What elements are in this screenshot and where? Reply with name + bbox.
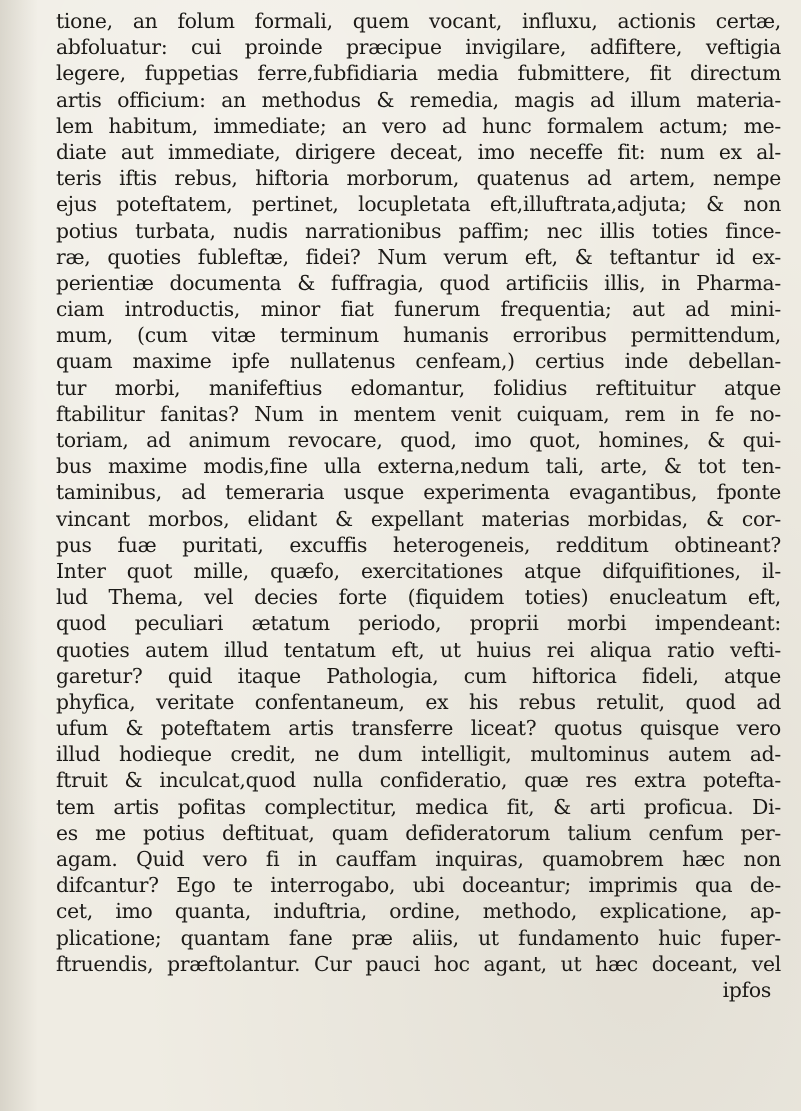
text-line: tione, an folum formali, quem vocant, influxu, actionis certæ, bbox=[56, 9, 781, 33]
text-line: ciam introductis, minor fiat funerum frequentia; aut ad mini- bbox=[56, 297, 781, 322]
body-text bbox=[56, 8, 781, 1003]
text-line: abfoluatur: cui proinde præcipue invigilare, adfiftere, veftigia bbox=[56, 35, 781, 60]
text-line: legere, fuppetias ferre,fubfidiaria media fubmittere, fit directum bbox=[56, 61, 781, 86]
catchword: ipfos bbox=[722, 977, 771, 1002]
text-line: cet, imo quanta, induftria, ordine, methodo, explicatione, ap- bbox=[56, 899, 781, 924]
text-line: mum, (cum vitæ terminum humanis erroribus permittendum, bbox=[56, 323, 781, 348]
text-line: garetur? quid itaque Pathologia, cum hiftorica fideli, atque bbox=[56, 663, 781, 688]
text-line: toriam, ad animum revocare, quod, imo quot, homines, & qui- bbox=[56, 428, 781, 452]
text-line: ræ, quoties fubleftæ, fidei? Num verum eft, & teftantur id ex- bbox=[56, 244, 781, 269]
text-line: diate aut immediate, dirigere deceat, imo neceffe fit: num ex al- bbox=[56, 139, 781, 164]
text-line: quod peculiari ætatum periodo, proprii morbi impendeant: bbox=[56, 611, 781, 636]
text-line: perientiæ documenta & fuffragia, quod artificiis illis, in Pharma- bbox=[56, 270, 781, 295]
text-line: agam. Quid vero fi in cauffam inquiras, quamobrem hæc non bbox=[56, 847, 781, 871]
text-line: potius turbata, nudis narrationibus paffim; nec illis toties fince- bbox=[56, 218, 781, 243]
text-line: ftabilitur fanitas? Num in mentem venit cuiquam, rem in fe no- bbox=[56, 401, 781, 426]
text-line: tur morbi, manifeftius edomantur, folidius reftituitur atque bbox=[56, 375, 781, 400]
text-line: illud hodieque credit, ne dum intelligit, multominus autem ad- bbox=[56, 742, 781, 767]
text-line: taminibus, ad temeraria usque experimenta evagantibus, fponte bbox=[56, 480, 781, 505]
text-line: phyfica, veritate confentaneum, ex his rebus retulit, quod ad bbox=[56, 689, 781, 714]
text-line: difcantur? Ego te interrogabo, ubi doceantur; imprimis qua de- bbox=[56, 873, 781, 898]
page-gutter-shadow bbox=[0, 0, 38, 1111]
text-line: artis officium: an methodus & remedia, magis ad illum materia- bbox=[56, 87, 781, 112]
text-line: ejus poteftatem, pertinet, locupletata eft,illuftrata,adjuta; & non bbox=[56, 192, 781, 217]
text-line: teris iftis rebus, hiftoria morborum, quatenus ad artem, nempe bbox=[56, 166, 781, 191]
text-line: ftruit & inculcat,quod nulla confideratio, quæ res extra potefta- bbox=[56, 768, 781, 793]
text-line: es me potius deftituat, quam defideratorum talium cenfum per- bbox=[56, 820, 781, 845]
text-line: quoties autem illud tentatum eft, ut huius rei aliqua ratio vefti- bbox=[56, 637, 781, 662]
text-line: bus maxime modis,fine ulla externa,nedum tali, arte, & tot ten- bbox=[56, 454, 781, 479]
text-line: tem artis pofitas complectitur, medica fit, & arti proficua. Di- bbox=[56, 794, 781, 819]
text-line: Inter quot mille, quæfo, exercitationes atque difquifitiones, il- bbox=[56, 558, 781, 583]
text-line: ufum & poteftatem artis transferre liceat? quotus quisque vero bbox=[56, 716, 781, 741]
text-line: lud Thema, vel decies forte (fiquidem toties) enucleatum eft, bbox=[56, 585, 781, 610]
text-line: ftruendis, præftolantur. Cur pauci hoc agant, ut hæc doceant, vel bbox=[56, 951, 781, 976]
text-line: lem habitum, immediate; an vero ad hunc formalem actum; me- bbox=[56, 113, 781, 138]
text-line: quam maxime ipfe nullatenus cenfeam,) certius inde debellan- bbox=[56, 349, 781, 374]
text-line: pus fuæ puritati, excuffis heterogeneis, redditum obtineant? bbox=[56, 532, 781, 557]
text-line: plicatione; quantam fane præ aliis, ut fundamento huic fuper- bbox=[56, 925, 781, 950]
text-line: vincant morbos, elidant & expellant materias morbidas, & cor- bbox=[56, 506, 781, 531]
